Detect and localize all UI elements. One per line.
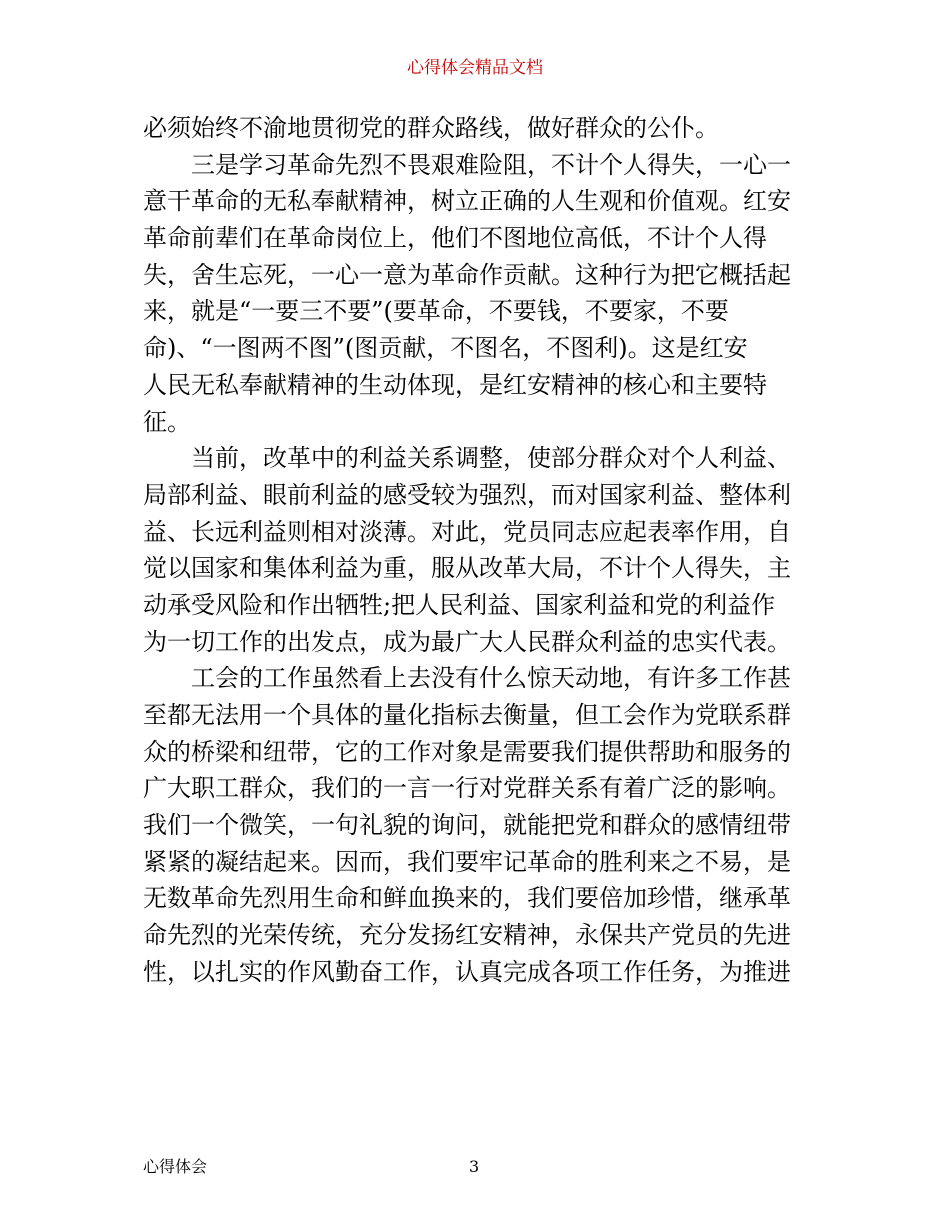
text-line: 为一切工作的出发点，成为最广大人民群众利益的忠实代表。: [143, 627, 791, 656]
text-line: 当前，改革中的利益关系调整，使部分群众对个人利益、: [191, 444, 791, 473]
text-line: 众的桥梁和纽带，它的工作对象是需要我们提供帮助和服务的: [143, 737, 791, 766]
text-line: 命)、“一图两不图”(图贡献，不图名，不图利)。这是红安: [143, 334, 748, 363]
text-line: 意干革命的无私奉献精神，树立正确的人生观和价值观。红安: [143, 187, 791, 216]
text-line: 至都无法用一个具体的量化指标去衡量，但工会作为党联系群: [143, 701, 791, 729]
text-line: 广大职工群众，我们的一言一行对党群关系有着广泛的影响。: [143, 774, 791, 803]
text-line: 我们一个微笑，一句礼貌的询问，就能把党和群众的感情纽带: [143, 811, 791, 840]
text-line: 觉以国家和集体利益为重，服从改革大局，不计个人得失，主: [143, 554, 791, 583]
page-header-title: 心得体会精品文档: [407, 58, 543, 78]
text-line: 性，以扎实的作风勤奋工作，认真完成各项工作任务，为推进: [143, 957, 791, 986]
text-line: 命先烈的光荣传统，充分发扬红安精神，永保共产党员的先进: [143, 921, 791, 950]
text-line: 人民无私奉献精神的生动体现，是红安精神的核心和主要特: [143, 370, 767, 399]
document-body: [143, 110, 815, 991]
text-line: 三是学习革命先烈不畏艰难险阻，不计个人得失，一心一: [191, 150, 791, 179]
page-number: 3: [469, 1157, 480, 1176]
text-line: 革命前辈们在革命岗位上，他们不图地位高低，不计个人得: [143, 224, 767, 253]
footer-label: 心得体会: [143, 1157, 208, 1176]
text-line: 工会的工作虽然看上去没有什么惊天动地，有许多工作甚: [191, 664, 791, 693]
text-line: 失，舍生忘死，一心一意为革命作贡献。这种行为把它概括起: [143, 260, 791, 289]
text-line: 益、长远利益则相对淡薄。对此，党员同志应起表率作用，自: [143, 517, 791, 546]
text-line: 来，就是“一要三不要”(要革命，不要钱，不要家，不要: [143, 297, 729, 326]
text-line: 紧紧的凝结起来。因而，我们要牢记革命的胜利来之不易，是: [143, 847, 791, 876]
text-line: 必须始终不渝地贯彻党的群众路线，做好群众的公仆。: [143, 114, 719, 142]
text-line: 动承受风险和作出牺牲;把人民利益、国家利益和党的利益作: [143, 590, 776, 619]
text-line: 征。: [143, 407, 191, 436]
text-line: 无数革命先烈用生命和鲜血换来的，我们要倍加珍惜，继承革: [143, 884, 791, 913]
text-line: 局部利益、眼前利益的感受较为强烈，而对国家利益、整体利: [143, 480, 791, 509]
